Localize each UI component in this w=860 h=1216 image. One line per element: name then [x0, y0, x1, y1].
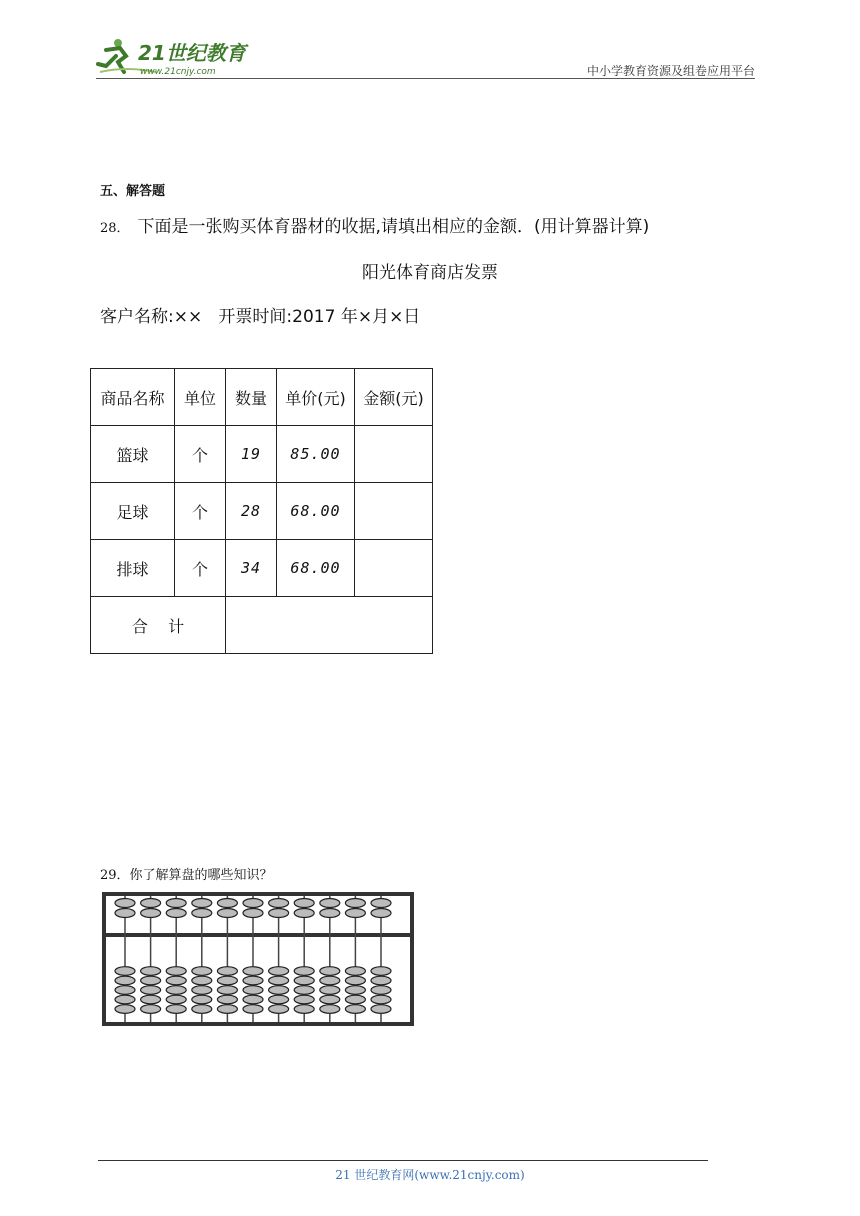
abacus-bead: [141, 899, 161, 908]
item-amount[interactable]: [355, 540, 433, 597]
abacus-bead: [345, 1005, 365, 1014]
item-price: 68.00: [277, 540, 355, 597]
abacus-bead: [217, 899, 237, 908]
abacus-bead: [269, 976, 289, 985]
abacus-bead: [115, 995, 135, 1004]
abacus-bead: [166, 899, 186, 908]
abacus-bead: [115, 986, 135, 995]
table-header-row: [91, 369, 433, 426]
abacus-bead: [371, 995, 391, 1004]
customer-line: 客户名称:×× 开票时间:2017 年×月×日: [100, 307, 421, 327]
abacus-bead: [141, 967, 161, 976]
header-cell: 金额(元): [355, 369, 433, 426]
item-qty: 19: [226, 426, 277, 483]
header-cell: 商品名称: [91, 369, 175, 426]
item-name: 篮球: [91, 426, 175, 483]
footer-text: 21 世纪教育网(www.21cnjy.com): [335, 1168, 525, 1182]
abacus-bead: [294, 995, 314, 1004]
invoice-table: [90, 368, 433, 654]
abacus-bead: [371, 1005, 391, 1014]
abacus-bead: [345, 976, 365, 985]
abacus-bead: [320, 967, 340, 976]
abacus-bead: [320, 1005, 340, 1014]
abacus-bead: [294, 1005, 314, 1014]
abacus-bead: [115, 909, 135, 918]
abacus-bead: [371, 909, 391, 918]
abacus-bead: [269, 1005, 289, 1014]
abacus-bead: [192, 1005, 212, 1014]
abacus-bead: [243, 995, 263, 1004]
item-unit: 个: [175, 540, 226, 597]
table-row: [91, 426, 433, 483]
abacus-bead: [320, 899, 340, 908]
abacus-bead: [243, 899, 263, 908]
abacus-bead: [269, 967, 289, 976]
item-price: 85.00: [277, 426, 355, 483]
abacus-bead: [192, 967, 212, 976]
header-cell: 单位: [175, 369, 226, 426]
abacus-bead: [345, 967, 365, 976]
item-amount[interactable]: [355, 483, 433, 540]
section-title: 五、解答题: [100, 184, 166, 199]
question-text: 下面是一张购买体育器材的收据,请填出相应的金额．(用计算器计算): [137, 217, 650, 237]
abacus-bead: [141, 986, 161, 995]
item-unit: 个: [175, 483, 226, 540]
abacus-bead: [243, 976, 263, 985]
header-site-title: 中小学教育资源及组卷应用平台: [586, 64, 755, 78]
invoice-title: 阳光体育商店发票: [362, 263, 498, 283]
abacus-bead: [192, 995, 212, 1004]
abacus-bead: [269, 995, 289, 1004]
abacus-bead: [345, 909, 365, 918]
abacus-bead: [294, 967, 314, 976]
abacus-bead: [166, 1005, 186, 1014]
abacus-bead: [294, 899, 314, 908]
abacus-bead: [115, 967, 135, 976]
abacus-bead: [141, 995, 161, 1004]
abacus-bead: [217, 909, 237, 918]
abacus-bead: [192, 986, 212, 995]
abacus-bead: [243, 986, 263, 995]
abacus-bead: [371, 976, 391, 985]
footer-divider: [98, 1160, 708, 1161]
abacus-bead: [166, 909, 186, 918]
abacus-bead: [243, 967, 263, 976]
abacus-bead: [345, 995, 365, 1004]
logo-text: 21世纪教育: [138, 41, 246, 65]
abacus-bead: [166, 967, 186, 976]
question-28: [100, 212, 649, 237]
table-row: [91, 540, 433, 597]
abacus-image: [102, 892, 414, 1026]
item-unit: 个: [175, 426, 226, 483]
header-divider: [96, 78, 755, 79]
abacus-bead: [217, 995, 237, 1004]
abacus-bead: [320, 995, 340, 1004]
abacus-bead: [115, 976, 135, 985]
item-name: 排球: [91, 540, 175, 597]
abacus-bead: [217, 986, 237, 995]
abacus-bead: [371, 899, 391, 908]
abacus-bead: [320, 909, 340, 918]
abacus-bead: [371, 986, 391, 995]
site-logo: [96, 36, 266, 78]
abacus-bead: [243, 1005, 263, 1014]
item-price: 68.00: [277, 483, 355, 540]
item-amount[interactable]: [355, 426, 433, 483]
abacus-bead: [115, 899, 135, 908]
abacus-bead: [192, 899, 212, 908]
abacus-bead: [243, 909, 263, 918]
abacus-bead: [320, 986, 340, 995]
abacus-bead: [141, 909, 161, 918]
question-29: 29．你了解算盘的哪些知识？: [100, 868, 273, 883]
table-total-row: [91, 597, 433, 654]
abacus-bead: [141, 976, 161, 985]
abacus-bead: [166, 986, 186, 995]
abacus-bead: [217, 967, 237, 976]
header-cell: 单价(元): [277, 369, 355, 426]
abacus-bead: [371, 967, 391, 976]
total-value[interactable]: [226, 597, 433, 654]
item-name: 足球: [91, 483, 175, 540]
logo-url: www.21cnjy.com: [140, 67, 216, 77]
abacus-bead: [192, 909, 212, 918]
item-qty: 28: [226, 483, 277, 540]
total-label: 合 计: [91, 597, 226, 654]
abacus-bead: [141, 1005, 161, 1014]
abacus-bead: [320, 976, 340, 985]
abacus-bead: [217, 1005, 237, 1014]
abacus-bead: [217, 976, 237, 985]
abacus-bead: [269, 986, 289, 995]
question-number: 28．: [100, 221, 130, 236]
header-cell: 数量: [226, 369, 277, 426]
abacus-bead: [345, 899, 365, 908]
abacus-bead: [269, 899, 289, 908]
abacus-bead: [115, 1005, 135, 1014]
table-row: [91, 483, 433, 540]
abacus-bead: [192, 976, 212, 985]
abacus-bead: [345, 986, 365, 995]
abacus-bead: [294, 909, 314, 918]
abacus-bead: [166, 995, 186, 1004]
abacus-bead: [294, 986, 314, 995]
abacus-bead: [294, 976, 314, 985]
abacus-bead: [166, 976, 186, 985]
abacus-bead: [269, 909, 289, 918]
item-qty: 34: [226, 540, 277, 597]
